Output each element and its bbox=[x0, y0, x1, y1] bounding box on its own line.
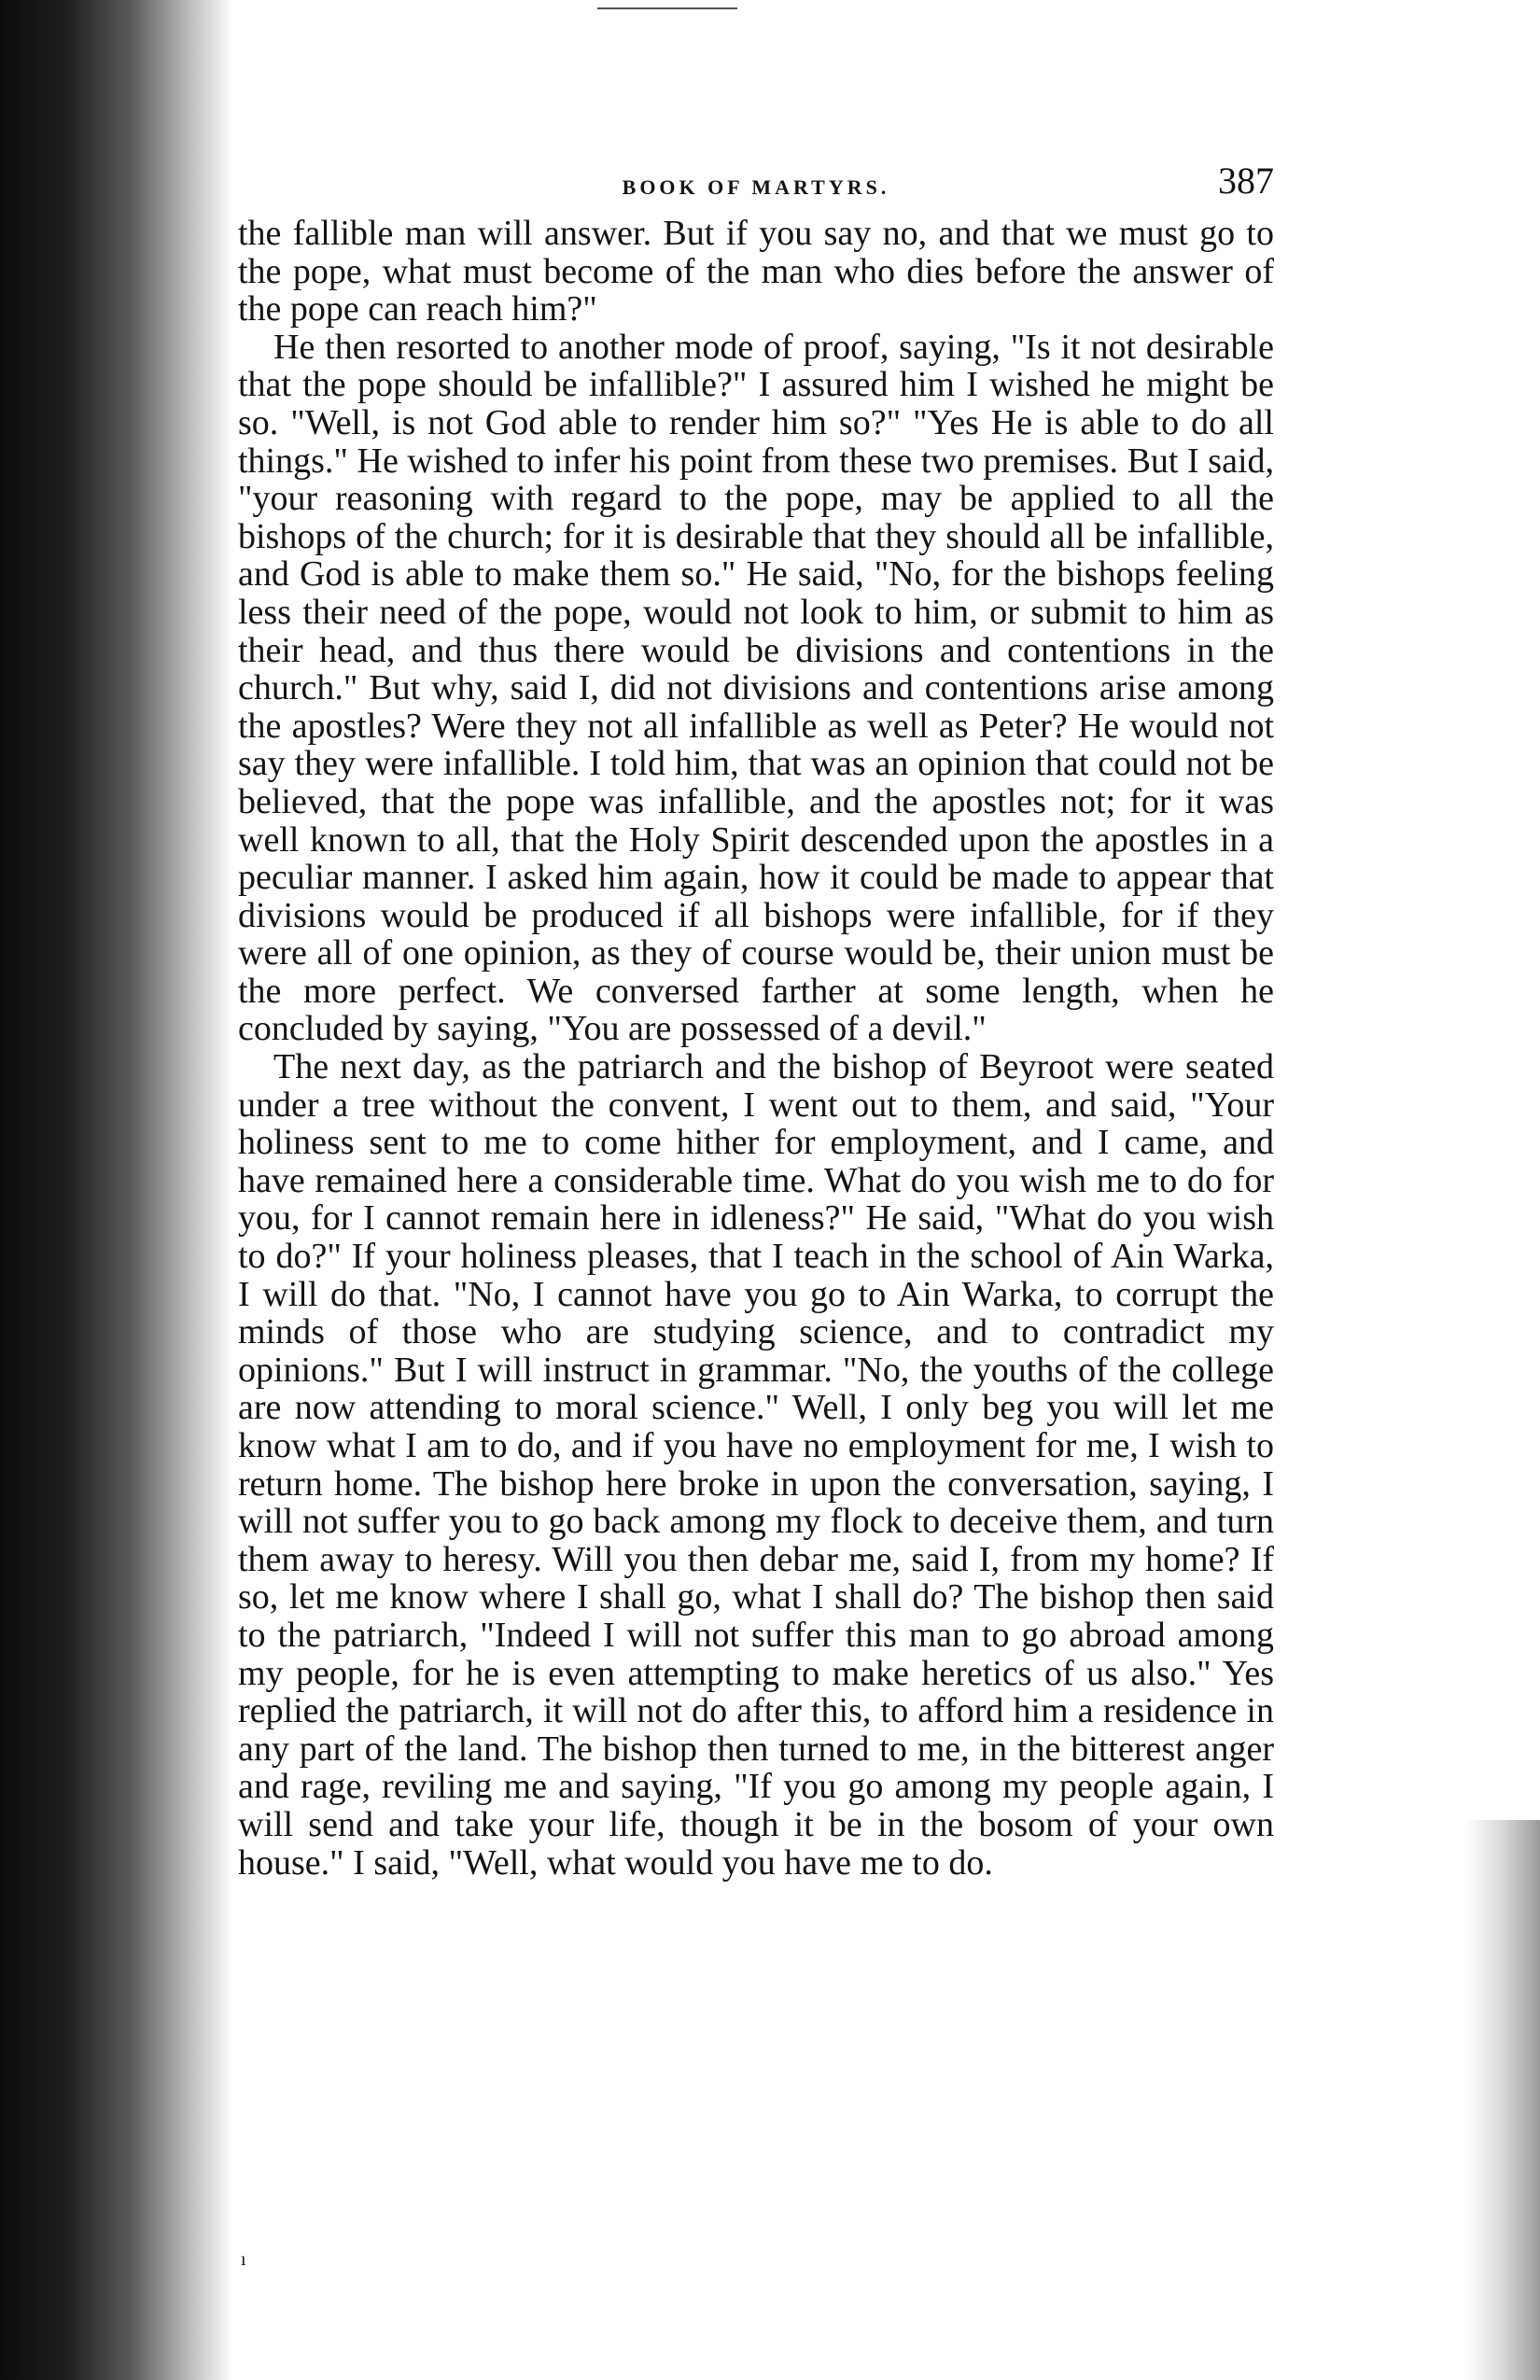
footer-mark: ı bbox=[241, 2249, 246, 2270]
scanned-page-edge bbox=[0, 0, 233, 2380]
page-number: 387 bbox=[1218, 160, 1274, 202]
paragraph-continued: the fallible man will answer. But if you say no, and that we must go to the pope, what must become of the man who dies before the answer of the pope can reach him?" bbox=[238, 214, 1274, 329]
running-title: BOOK OF MARTYRS. bbox=[622, 175, 890, 199]
binding-rule bbox=[597, 0, 737, 9]
paragraph-infallibility-argument: He then resorted to another mode of proof, saying, "Is it not desirable that the pope should be infallible?" I assured him I wished he might be so. "Well, is not God able to render him so?" "Yes He is able to do all things." He wished to infer his point from these two premises. But I said, "your reasoning with regard to the pope, may be applied to all the bishops of the church; for it is desirable that they should all be infallible, and God is able to make them so." He said, "No, for the bishops feeling less their need of the pope, would not look to him, or submit to him as their head, and thus there would be divisions and contentions in the church." But why, said I, did not divisions and contentions arise among the apostles? Were they not all infallible as well as Peter? He would not say they were infallible. I told him, that was an opinion that could not be believed, that the pope was infallible, and the apostles not; for it was well known to all, that the Holy Spirit descended upon the apostles in a peculiar manner. I asked him again, how it could be made to appear that divisions would be produced if all bishops were infallible, for if they were all of one opinion, as they of course would be, their union must be the more perfect. We conversed farther at some length, when he concluded by saying, "You are possessed of a devil." bbox=[238, 327, 1274, 1049]
book-page bbox=[238, 159, 1274, 1882]
page-header bbox=[238, 159, 1274, 215]
paragraph-next-day: The next day, as the patriarch and the bishop of Beyroot were seated under a tree without the convent, I went out to them, and said, "Your holiness sent to me to come hither for employment, and I came, and have remained here a considerable time. What do you wish me to do for you, for I cannot remain here in idleness?" He said, "What do you wish to do?" If your holiness pleases, that I teach in the school of Ain Warka, I will do that. "No, I cannot have you go to Ain Warka, to corrupt the minds of those who are studying science, and to contradict my opinions." But I will instruct in grammar. "No, the youths of the college are now attending to moral science." Well, I only beg you will let me know what I am to do, and if you have no employment for me, I wish to return home. The bishop here broke in upon the conversation, saying, I will not suffer you to go back among my flock to deceive them, and turn them away to heresy. Will you then debar me, said I, from my home? If so, let me know where I shall go, what I shall do? The bishop then said to the patriarch, "Indeed I will not suffer this man to go abroad among my people, for he is even attempting to make heretics of us also." Yes replied the patriarch, it will not do after this, to afford him a residence in any part of the land. The bishop then turned to me, in the bitterest anger and rage, reviling me and saying, "If you go among my people again, I will send and take your life, though it be in the bosom of your own house." I said, "Well, what would you have me to do. bbox=[238, 1047, 1274, 1883]
scanned-page-shadow bbox=[1465, 1820, 1540, 2380]
